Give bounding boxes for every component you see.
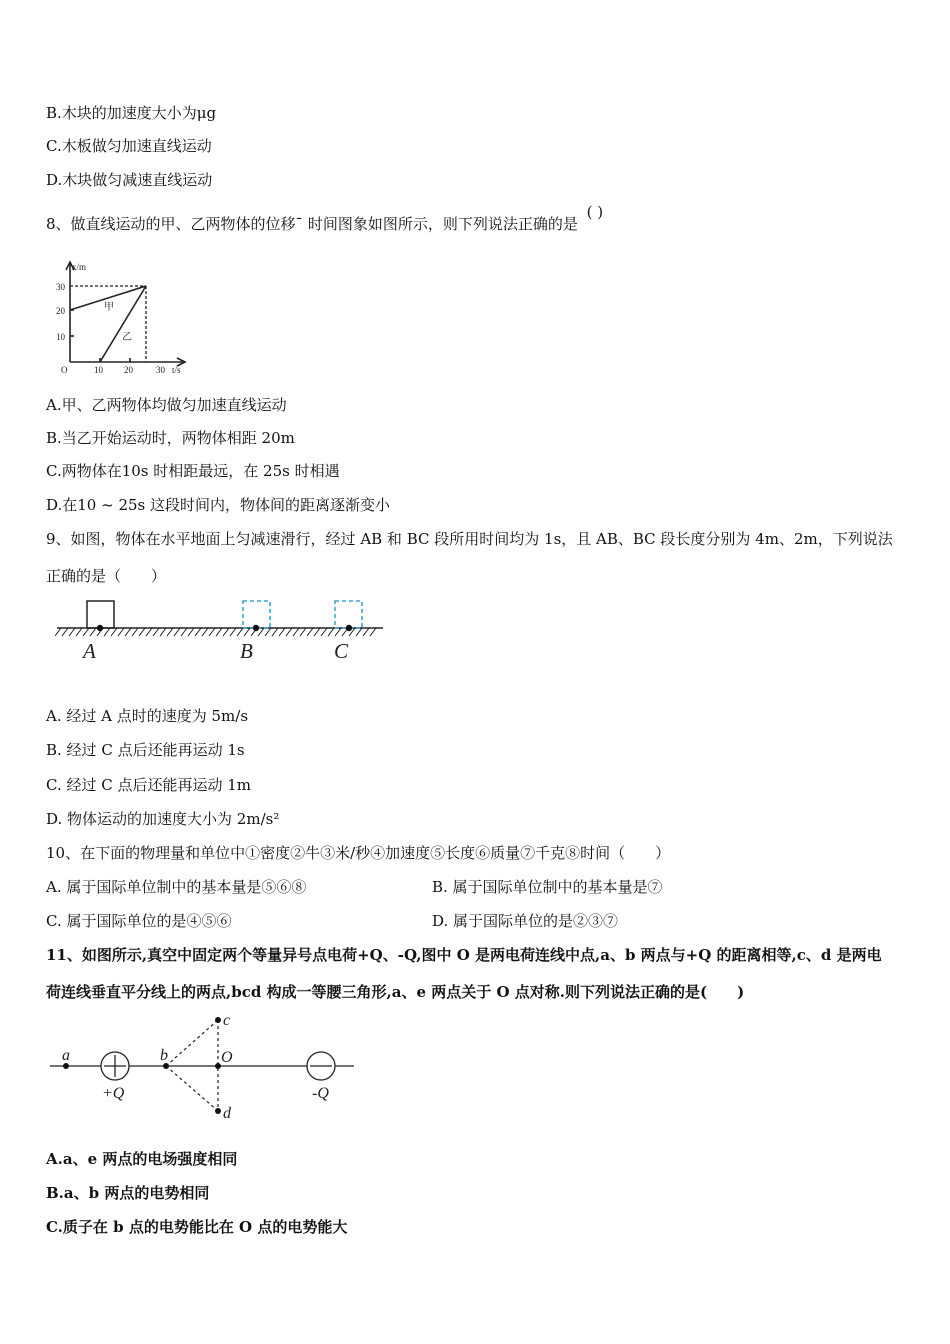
q10-option-b: B. 属于国际单位制中的基本量是⑦ [432, 878, 663, 896]
q11-point-d [215, 1108, 221, 1114]
q9-stem-line1: 9、如图，物体在水平地面上匀减速滑行，经过 AB 和 BC 段所用时间均为 1s，且 AB、BC 段长度分别为 4m、2m，下列说法 [46, 530, 893, 548]
q7-option-b: B.木块的加速度大小为μg [46, 104, 217, 122]
q9-block-b [243, 601, 270, 628]
ground-hatch-mark [237, 628, 243, 636]
ground-hatch-mark [370, 628, 376, 636]
q11-charges-figure [46, 1010, 361, 1122]
q8-origin: O [61, 365, 68, 375]
ground-hatch-mark [111, 628, 117, 636]
ground-hatch-mark [153, 628, 159, 636]
q8-x-tick-10: 10 [94, 365, 103, 375]
q9-point-b [253, 625, 259, 631]
q11-option-c: C.质子在 b 点的电势能比在 O 点的电势能大 [46, 1218, 348, 1236]
q11-point-c [215, 1017, 221, 1023]
q10-option-d: D. 属于国际单位的是②③⑦ [432, 912, 619, 930]
q11-label-b: b [160, 1047, 168, 1064]
ground-hatch-mark [272, 628, 278, 636]
q11-label-minus-q: -Q [312, 1085, 329, 1102]
ground-hatch-mark [132, 628, 138, 636]
ground-hatch-mark [328, 628, 334, 636]
q8-y-label: x/m [72, 262, 87, 272]
ground-hatch-mark [76, 628, 82, 636]
q9-option-d: D. 物体运动的加速度大小为 2m/s² [46, 810, 280, 828]
q11-label-d: d [223, 1105, 231, 1122]
q7-option-d: D.木块做匀减速直线运动 [46, 171, 213, 189]
q8-x-label: t/s [172, 365, 181, 375]
ground-hatch-mark [69, 628, 75, 636]
q8-y-tick-30: 30 [56, 282, 65, 292]
q8-line-yi [100, 286, 146, 362]
ground-hatch-mark [118, 628, 124, 636]
q8-x-tick-30: 30 [156, 365, 165, 375]
ground-hatch-mark [125, 628, 131, 636]
ground-hatch-mark [230, 628, 236, 636]
q8-option-b: B.当乙开始运动时，两物体相距 20m [46, 429, 295, 447]
q11-stem-line2: 荷连线垂直平分线上的两点,bcd 构成一等腰三角形,a、e 两点关于 O 点对称.则下列说法正确的是( ) [46, 983, 745, 1001]
q9-stem-line2: 正确的是（ ） [46, 567, 167, 585]
ground-hatch-mark [300, 628, 306, 636]
ground-hatch-mark [167, 628, 173, 636]
ground-hatch-mark [307, 628, 313, 636]
q8-stem [46, 203, 604, 234]
ground-hatch-mark [321, 628, 327, 636]
q8-option-d: D.在10 ~ 25s 这段时间内，物体间的距离逐渐变小 [46, 496, 391, 514]
ground-hatch-mark [279, 628, 285, 636]
ground-hatch-mark [181, 628, 187, 636]
q11-option-a: A.a、e 两点的电场强度相同 [46, 1150, 238, 1168]
ground-hatch-mark [83, 628, 89, 636]
q10-stem: 10、在下面的物理量和单位中①密度②牛③米/秒④加速度⑤长度⑥质量⑦千克⑧时间（ ） [46, 844, 671, 862]
q8-y-tick-10: 10 [56, 332, 65, 342]
q10-option-c: C. 属于国际单位的是④⑤⑥ [46, 912, 232, 930]
ground-hatch-mark [195, 628, 201, 636]
q11-label-c: c [223, 1012, 231, 1029]
ground-hatch-mark [209, 628, 215, 636]
ground-hatch-mark [244, 628, 250, 636]
q11-line-bc [166, 1020, 218, 1066]
q9-label-b: B [240, 639, 253, 663]
ground-hatch-mark [363, 628, 369, 636]
q8-label-yi: 乙 [122, 332, 132, 343]
q9-block-c [335, 601, 362, 628]
q9-point-a [97, 625, 103, 631]
q10-option-a: A. 属于国际单位制中的基本量是⑤⑥⑧ [46, 878, 307, 896]
ground-hatch-mark [139, 628, 145, 636]
q9-sliding-figure [55, 596, 390, 666]
ground-hatch-mark [160, 628, 166, 636]
ground-hatch-mark [335, 628, 341, 636]
q9-label-c: C [334, 639, 349, 663]
q8-option-a: A.甲、乙两物体均做匀加速直线运动 [46, 396, 287, 414]
q9-option-b: B. 经过 C 点后还能再运动 1s [46, 741, 245, 759]
q9-label-a: A [83, 639, 96, 663]
ground-hatch-mark [223, 628, 229, 636]
ground-hatch-mark [90, 628, 96, 636]
q9-option-c: C. 经过 C 点后还能再运动 1m [46, 776, 252, 794]
q9-block-a [87, 601, 114, 628]
q7-option-c: C.木板做匀加速直线运动 [46, 137, 212, 155]
ground-hatch-mark [104, 628, 110, 636]
q9-point-c [346, 625, 352, 631]
ground-hatch-mark [265, 628, 271, 636]
ground-hatch-mark [174, 628, 180, 636]
q11-label-o: O [221, 1049, 233, 1066]
q8-x-tick-20: 20 [124, 365, 133, 375]
ground-hatch-mark [314, 628, 320, 636]
q8-stem-text: 8、做直线运动的甲、乙两物体的位移ˉ 时间图象如图所示，则下列说法正确的是 [46, 215, 578, 233]
ground-hatch-mark [202, 628, 208, 636]
q11-label-a: a [62, 1047, 70, 1064]
q9-option-a: A. 经过 A 点时的速度为 5m/s [46, 707, 249, 725]
q8-option-c: C.两物体在10s 时相距最远，在 25s 时相遇 [46, 462, 340, 480]
q8-xt-graph [50, 258, 195, 378]
q8-label-jia: 甲 [104, 302, 114, 313]
ground-hatch-mark [62, 628, 68, 636]
q8-y-tick-20: 20 [56, 306, 65, 316]
ground-hatch-mark [55, 628, 61, 636]
q11-option-b: B.a、b 两点的电势相同 [46, 1184, 210, 1202]
q8-answer-paren: ( ) [586, 203, 604, 221]
ground-hatch-mark [188, 628, 194, 636]
q11-stem-line1: 11、如图所示,真空中固定两个等量异号点电荷+Q、-Q,图中 O 是两电荷连线中点,a、b 两点与+Q 的距离相等,c、d 是两电 [46, 946, 882, 964]
ground-hatch-mark [293, 628, 299, 636]
ground-hatch-mark [146, 628, 152, 636]
q11-line-bd [166, 1066, 218, 1111]
ground-hatch-mark [356, 628, 362, 636]
q11-label-plus-q: +Q [102, 1085, 125, 1102]
ground-hatch-mark [216, 628, 222, 636]
ground-hatch-mark [286, 628, 292, 636]
